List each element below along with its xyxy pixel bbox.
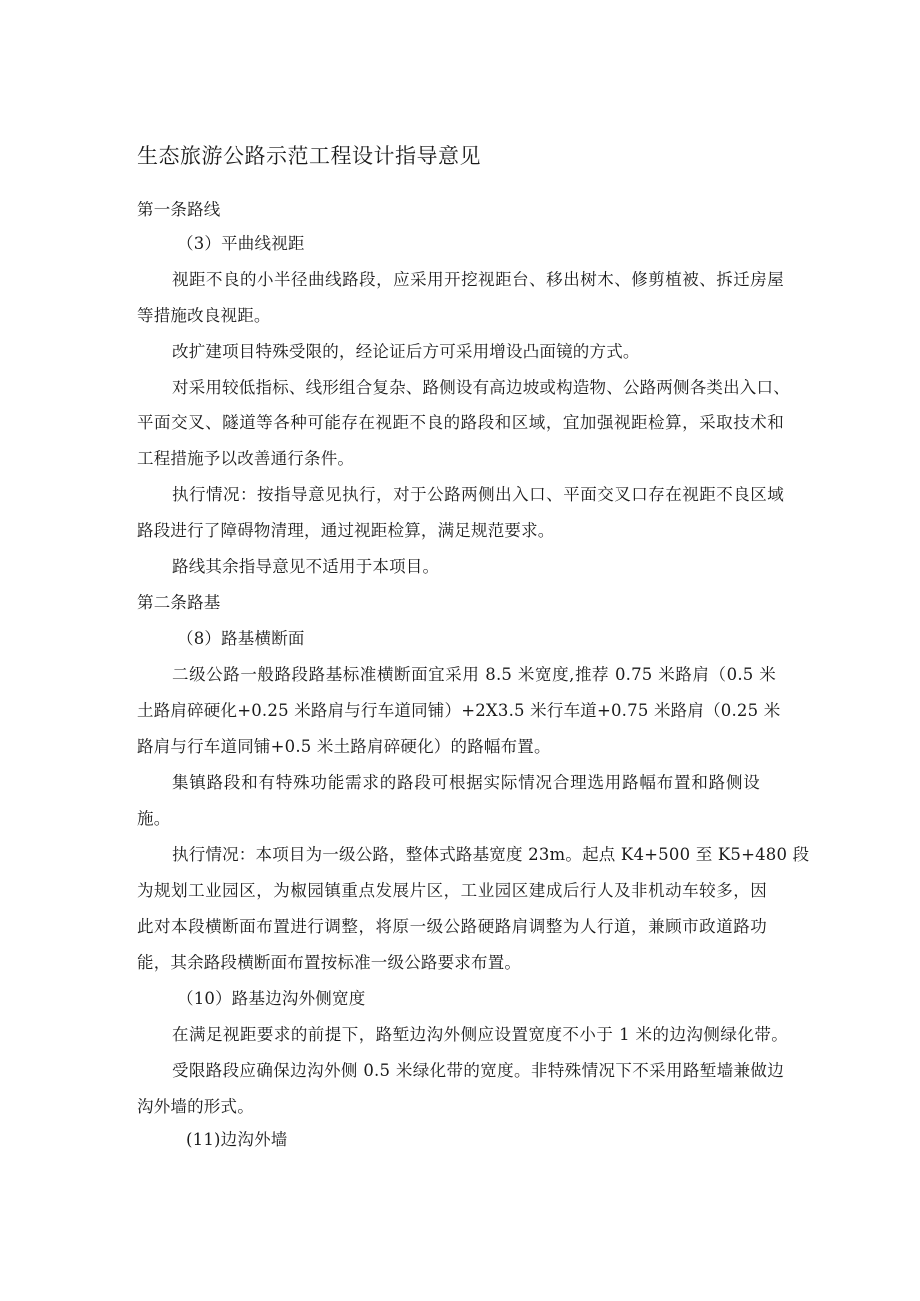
paragraph-line: 执行情况：按指导意见执行，对于公路两侧出入口、平面交叉口存在视距不良区域 (172, 485, 784, 504)
subsection-heading: （10）路基边沟外侧宽度 (177, 989, 366, 1008)
paragraph-line: 路段进行了障碍物清理，通过视距检算，满足规范要求。 (137, 521, 555, 540)
paragraph-line: 土路肩碎硬化+0.25 米路肩与行车道同铺）+2X3.5 米行车道+0.75 米路肩（0.25 米 (137, 701, 781, 720)
subsection-heading: (11)边沟外墙 (186, 1130, 288, 1149)
paragraph-line: 视距不良的小半径曲线路段，应采用开挖视距台、移出树木、修剪植被、拆迁房屋 (172, 270, 784, 289)
paragraph-line: 此对本段横断面布置进行调整，将原一级公路硬路肩调整为人行道，兼顾市政道路功 (137, 917, 767, 936)
paragraph-line: 等措施改良视距。 (137, 306, 271, 325)
section-heading: 第一条路线 (137, 200, 221, 219)
paragraph-line: 路肩与行车道同铺+0.5 米土路肩碎硬化）的路幅布置。 (137, 737, 551, 756)
paragraph-line: 路线其余指导意见不适用于本项目。 (172, 557, 440, 576)
paragraph-line: 在满足视距要求的前提下，路堑边沟外侧应设置宽度不小于 1 米的边沟侧绿化带。 (172, 1025, 788, 1044)
page-title: 生态旅游公路示范工程设计指导意见 (137, 144, 481, 168)
paragraph-line: 集镇路段和有特殊功能需求的路段可根据实际情况合理选用路幅布置和路侧设 (172, 773, 760, 792)
subsection-heading: （8）路基横断面 (177, 629, 305, 648)
paragraph-line: 施。 (137, 809, 171, 828)
paragraph-line: 工程措施予以改善通行条件。 (137, 449, 355, 468)
paragraph-line: 平面交叉、隧道等各种可能存在视距不良的路段和区域，宜加强视距检算，采取技术和 (137, 413, 784, 432)
paragraph-line: 执行情况：本项目为一级公路，整体式路基宽度 23m。起点 K4+500 至 K5+480 段 (172, 845, 810, 864)
paragraph-line: 受限路段应确保边沟外侧 0.5 米绿化带的宽度。非特殊情况下不采用路堑墙兼做边 (172, 1061, 784, 1080)
paragraph-line: 为规划工业园区，为椒园镇重点发展片区，工业园区建成后行人及非机动车较多，因 (137, 881, 767, 900)
paragraph-line: 沟外墙的形式。 (137, 1097, 254, 1116)
paragraph-line: 对采用较低指标、线形组合复杂、路侧设有高边坡或构造物、公路两侧各类出入口、 (172, 378, 790, 397)
paragraph-line: 二级公路一般路段路基标准横断面宜采用 8.5 米宽度,推荐 0.75 米路肩（0.5 米 (172, 665, 776, 684)
subsection-heading: （3）平曲线视距 (177, 234, 305, 253)
paragraph-line: 能，其余路段横断面布置按标准一级公路要求布置。 (137, 953, 522, 972)
section-heading: 第二条路基 (137, 593, 221, 612)
paragraph-line: 改扩建项目特殊受限的，经论证后方可采用增设凸面镜的方式。 (172, 342, 640, 361)
